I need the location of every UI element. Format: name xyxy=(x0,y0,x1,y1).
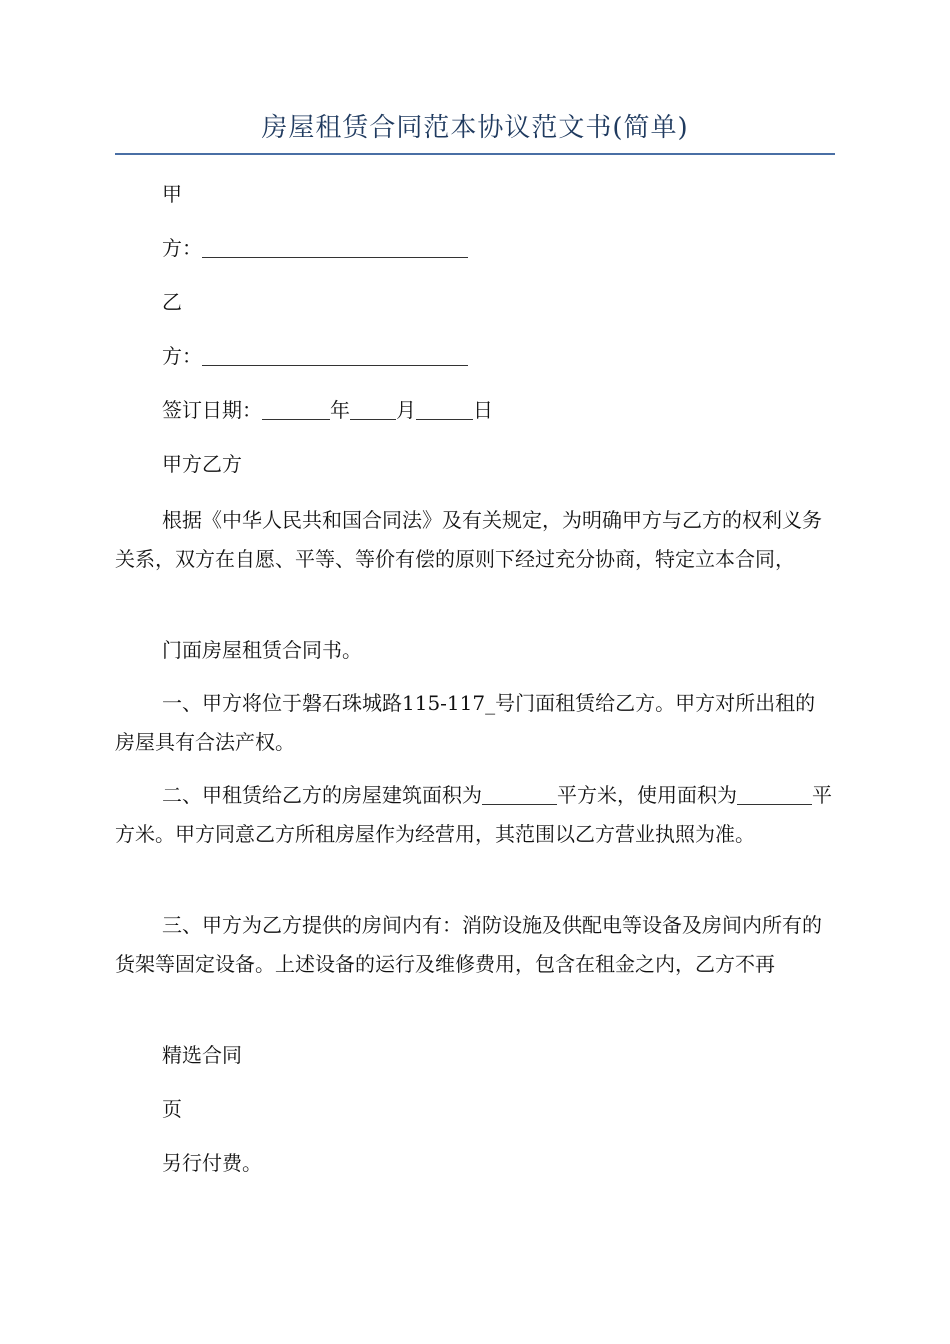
document-title: 房屋租赁合同范本协议范文书(简单) xyxy=(261,113,689,143)
clause-2-part-2: 平方米，使用面积为 xyxy=(557,783,737,807)
party-b-char: 乙 xyxy=(162,290,182,314)
party-b-line xyxy=(115,337,835,376)
sign-date-label: 签订日期： xyxy=(162,398,262,422)
clause-2-part-1: 二、甲租赁给乙方的房屋建筑面积为 xyxy=(162,783,482,807)
parties-line: 甲方乙方 xyxy=(162,452,242,476)
footer-label: 精选合同 xyxy=(162,1043,242,1067)
party-a-line xyxy=(115,229,835,268)
intro-paragraph: 根据《中华人民共和国合同法》及有关规定，为明确甲方与乙方的权利义务关系，双方在自愿、平等、等价有偿的原则下经过充分协商，特定立本合同， xyxy=(115,508,822,571)
building-area-blank xyxy=(482,784,557,805)
party-b-label: 方： xyxy=(162,344,202,368)
title-underline xyxy=(115,153,835,155)
clause-3-end: 另行付费。 xyxy=(162,1151,262,1175)
clause-2 xyxy=(115,776,835,854)
month-blank xyxy=(350,399,396,420)
usable-area-blank xyxy=(737,784,812,805)
party-a-label: 方： xyxy=(162,236,202,260)
year-blank xyxy=(262,399,330,420)
clause-2-part-3: 平方米。甲方同意乙方所租房屋作为经营用，其范围以乙方营业执照为准。 xyxy=(115,783,832,846)
month-label: 月 xyxy=(396,398,416,422)
subtitle-paragraph: 门面房屋租赁合同书。 xyxy=(162,638,362,662)
party-b-blank xyxy=(202,345,468,366)
day-blank xyxy=(416,399,473,420)
clause-3: 三、甲方为乙方提供的房间内有：消防设施及供配电等设备及房间内所有的货架等固定设备。上述设备的运行及维修费用，包含在租金之内，乙方不再 xyxy=(115,913,822,976)
party-a-char: 甲 xyxy=(162,182,182,206)
day-label: 日 xyxy=(473,398,493,422)
sign-date-line xyxy=(115,391,835,430)
year-label: 年 xyxy=(330,398,350,422)
clause-1: 一、甲方将位于磐石珠城路115-117_号门面租赁给乙方。甲方对所出租的房屋具有合法产权。 xyxy=(115,691,816,754)
party-a-blank xyxy=(202,237,468,258)
page-label: 页 xyxy=(162,1097,182,1121)
